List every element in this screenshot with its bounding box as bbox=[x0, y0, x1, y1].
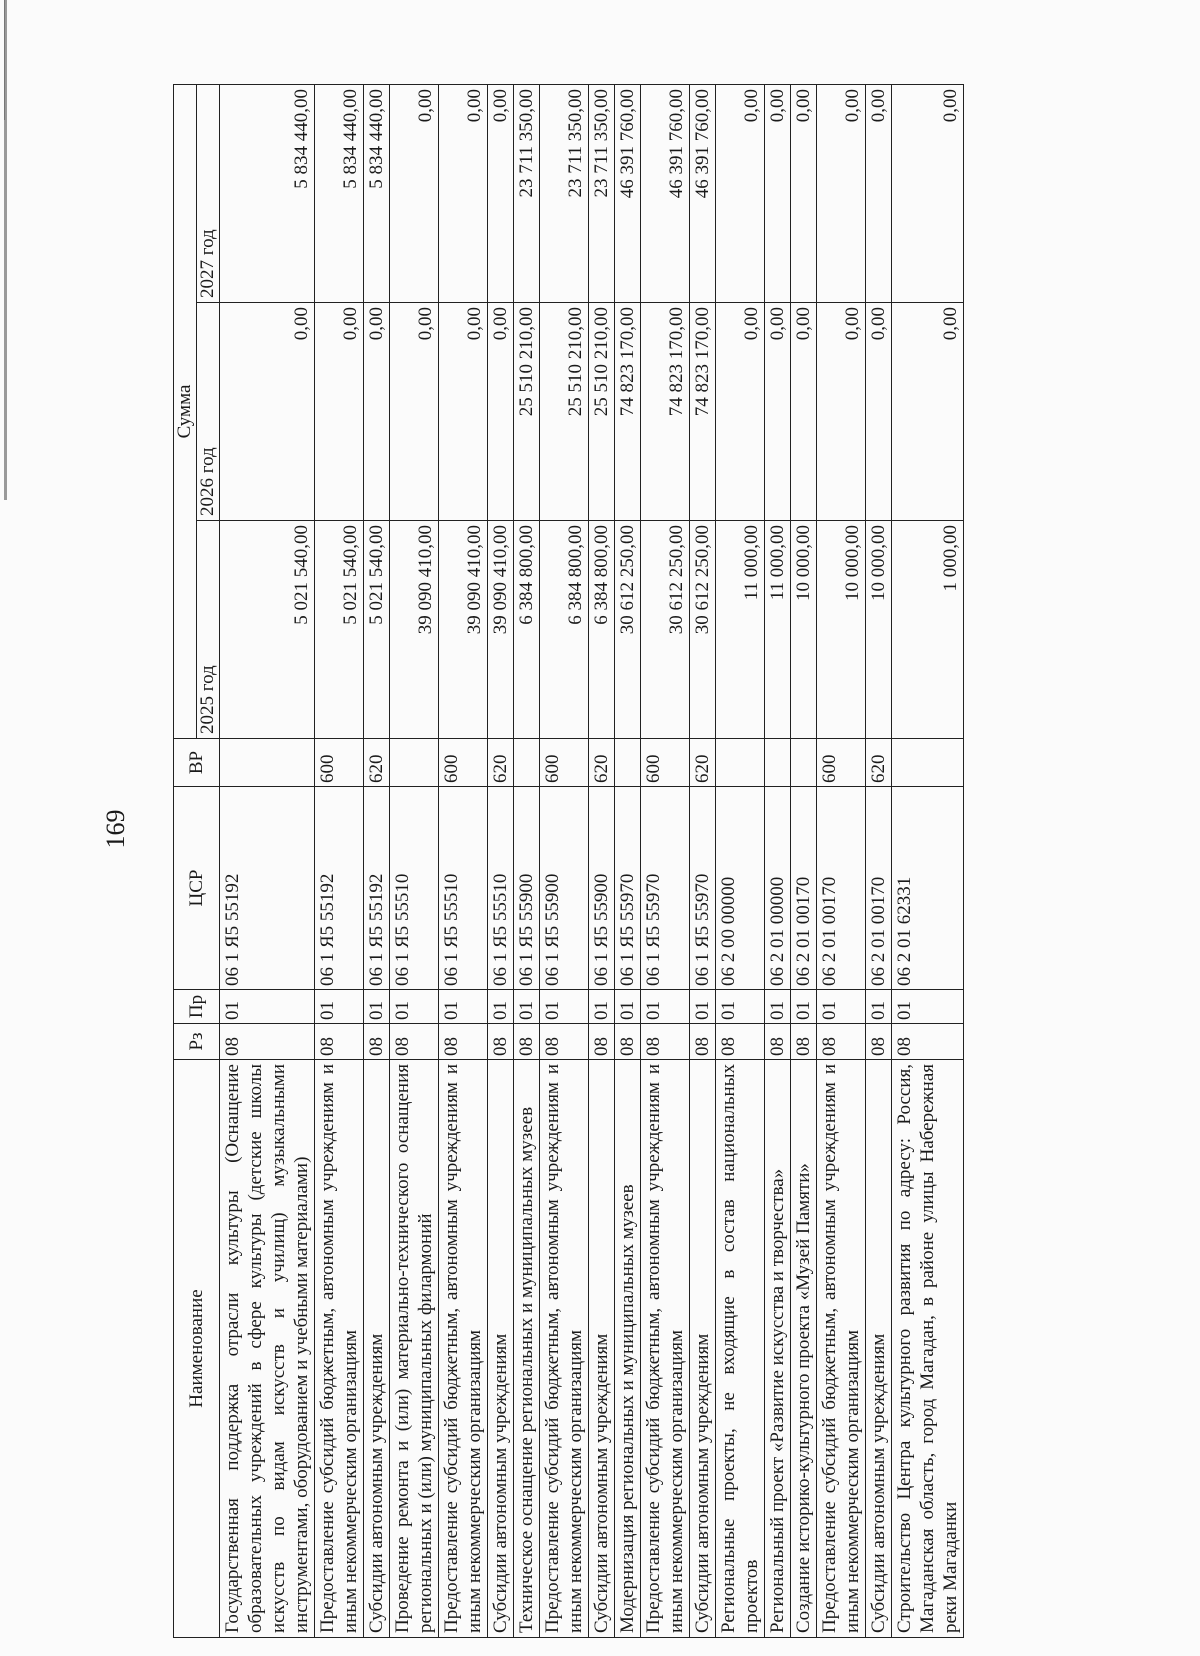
cell-pr: 01 bbox=[439, 990, 488, 1024]
cell-pr: 01 bbox=[514, 990, 540, 1024]
table-row bbox=[791, 85, 817, 1638]
cell-vr bbox=[615, 739, 641, 787]
cell-csr: 06 1 Я5 55900 bbox=[540, 787, 589, 990]
page-number: 169 bbox=[101, 809, 130, 849]
table-row bbox=[439, 85, 488, 1638]
cell-name: Субсидии автономным учреждениям bbox=[488, 1060, 514, 1638]
table-row bbox=[716, 85, 765, 1638]
cell-name: Предоставление субсидий бюджетным, автономным учреждениям и иным некоммерческим организациям bbox=[641, 1060, 690, 1638]
cell-pr: 01 bbox=[765, 990, 791, 1024]
cell-sum-2027: 0,00 bbox=[439, 85, 488, 303]
rotated-page-content bbox=[173, 85, 1073, 1638]
cell-sum-2026: 0,00 bbox=[892, 303, 964, 521]
cell-sum-2025: 6 384 800,00 bbox=[589, 521, 615, 739]
cell-sum-2027: 0,00 bbox=[791, 85, 817, 303]
cell-sum-2026: 0,00 bbox=[791, 303, 817, 521]
table-row bbox=[866, 85, 892, 1638]
cell-sum-2027: 46 391 760,00 bbox=[641, 85, 690, 303]
cell-vr: 620 bbox=[488, 739, 514, 787]
cell-vr: 620 bbox=[364, 739, 390, 787]
cell-sum-2025: 30 612 250,00 bbox=[641, 521, 690, 739]
header-pr: Пр bbox=[174, 990, 220, 1024]
cell-sum-2027: 0,00 bbox=[390, 85, 439, 303]
cell-name: Техническое оснащение региональных и муниципальных музеев bbox=[514, 1060, 540, 1638]
cell-sum-2025: 30 612 250,00 bbox=[615, 521, 641, 739]
cell-vr bbox=[892, 739, 964, 787]
cell-pr: 01 bbox=[641, 990, 690, 1024]
cell-sum-2027: 46 391 760,00 bbox=[690, 85, 716, 303]
cell-csr: 06 2 01 00170 bbox=[791, 787, 817, 990]
table-row bbox=[589, 85, 615, 1638]
cell-rz: 08 bbox=[364, 1024, 390, 1060]
cell-sum-2025: 10 000,00 bbox=[866, 521, 892, 739]
cell-rz: 08 bbox=[817, 1024, 866, 1060]
cell-name: Государственная поддержка отрасли культуры (Оснащение образовательных учреждений в сфере культуры (детские школы искусств по видам искусств и училищ) музыкальными инструментами, оборудованием и учебными материалами) bbox=[220, 1060, 315, 1638]
cell-rz: 08 bbox=[439, 1024, 488, 1060]
cell-name: Проведение ремонта и (или) материально-технического оснащения региональных и (или) муниципальных филармоний bbox=[390, 1060, 439, 1638]
cell-csr: 06 2 01 62331 bbox=[892, 787, 964, 990]
cell-sum-2027: 0,00 bbox=[892, 85, 964, 303]
header-vr: ВР bbox=[174, 739, 220, 787]
cell-name: Региональный проект «Развитие искусства и творчества» bbox=[765, 1060, 791, 1638]
header-2027: 2027 год bbox=[197, 85, 220, 303]
cell-sum-2026: 25 510 210,00 bbox=[540, 303, 589, 521]
cell-pr: 01 bbox=[892, 990, 964, 1024]
cell-rz: 08 bbox=[540, 1024, 589, 1060]
cell-sum-2026: 0,00 bbox=[439, 303, 488, 521]
cell-rz: 08 bbox=[690, 1024, 716, 1060]
cell-vr: 600 bbox=[540, 739, 589, 787]
cell-sum-2027: 23 711 350,00 bbox=[540, 85, 589, 303]
cell-rz: 08 bbox=[866, 1024, 892, 1060]
cell-pr: 01 bbox=[817, 990, 866, 1024]
cell-pr: 01 bbox=[690, 990, 716, 1024]
cell-sum-2027: 0,00 bbox=[716, 85, 765, 303]
cell-sum-2026: 0,00 bbox=[866, 303, 892, 521]
cell-rz: 08 bbox=[615, 1024, 641, 1060]
cell-pr: 01 bbox=[540, 990, 589, 1024]
header-sum: Сумма bbox=[174, 85, 197, 739]
cell-sum-2026: 0,00 bbox=[817, 303, 866, 521]
cell-sum-2025: 11 000,00 bbox=[716, 521, 765, 739]
cell-sum-2025: 5 021 540,00 bbox=[315, 521, 364, 739]
cell-rz: 08 bbox=[514, 1024, 540, 1060]
cell-csr: 06 1 Я5 55192 bbox=[315, 787, 364, 990]
cell-csr: 06 1 Я5 55970 bbox=[641, 787, 690, 990]
table-row bbox=[892, 85, 964, 1638]
cell-pr: 01 bbox=[390, 990, 439, 1024]
cell-sum-2025: 6 384 800,00 bbox=[514, 521, 540, 739]
cell-sum-2027: 0,00 bbox=[866, 85, 892, 303]
cell-sum-2027: 46 391 760,00 bbox=[615, 85, 641, 303]
cell-name: Субсидии автономным учреждениям bbox=[866, 1060, 892, 1638]
cell-csr: 06 2 01 00170 bbox=[817, 787, 866, 990]
cell-sum-2026: 25 510 210,00 bbox=[514, 303, 540, 521]
cell-sum-2025: 11 000,00 bbox=[765, 521, 791, 739]
cell-sum-2026: 0,00 bbox=[220, 303, 315, 521]
cell-vr bbox=[791, 739, 817, 787]
cell-pr: 01 bbox=[488, 990, 514, 1024]
table-row bbox=[364, 85, 390, 1638]
table-row bbox=[390, 85, 439, 1638]
cell-vr: 600 bbox=[315, 739, 364, 787]
table-row bbox=[817, 85, 866, 1638]
cell-csr: 06 1 Я5 55900 bbox=[589, 787, 615, 990]
cell-sum-2026: 0,00 bbox=[488, 303, 514, 521]
cell-vr: 600 bbox=[641, 739, 690, 787]
cell-sum-2025: 39 090 410,00 bbox=[488, 521, 514, 739]
cell-sum-2026: 74 823 170,00 bbox=[690, 303, 716, 521]
cell-sum-2025: 6 384 800,00 bbox=[540, 521, 589, 739]
cell-sum-2026: 74 823 170,00 bbox=[641, 303, 690, 521]
cell-vr: 620 bbox=[589, 739, 615, 787]
cell-vr bbox=[220, 739, 315, 787]
cell-name: Строительство Центра культурного развития по адресу: Россия, Магаданская область, город Магадан, в районе улицы Набережная реки Магаданки bbox=[892, 1060, 964, 1638]
cell-sum-2027: 23 711 350,00 bbox=[589, 85, 615, 303]
table-row bbox=[690, 85, 716, 1638]
cell-rz: 08 bbox=[765, 1024, 791, 1060]
cell-pr: 01 bbox=[791, 990, 817, 1024]
cell-sum-2026: 74 823 170,00 bbox=[615, 303, 641, 521]
cell-csr: 06 1 Я5 55510 bbox=[439, 787, 488, 990]
cell-csr: 06 1 Я5 55970 bbox=[615, 787, 641, 990]
table-row bbox=[540, 85, 589, 1638]
cell-sum-2026: 0,00 bbox=[765, 303, 791, 521]
cell-rz: 08 bbox=[315, 1024, 364, 1060]
header-2026: 2026 год bbox=[197, 303, 220, 521]
cell-sum-2025: 10 000,00 bbox=[791, 521, 817, 739]
cell-csr: 06 1 Я5 55510 bbox=[488, 787, 514, 990]
table-row bbox=[641, 85, 690, 1638]
cell-sum-2027: 23 711 350,00 bbox=[514, 85, 540, 303]
cell-sum-2025: 39 090 410,00 bbox=[390, 521, 439, 739]
cell-name: Субсидии автономным учреждениям bbox=[690, 1060, 716, 1638]
cell-vr: 620 bbox=[866, 739, 892, 787]
cell-csr: 06 2 00 00000 bbox=[716, 787, 765, 990]
cell-pr: 01 bbox=[220, 990, 315, 1024]
scan-edge-mark-dark bbox=[4, 0, 5, 120]
cell-vr bbox=[765, 739, 791, 787]
cell-sum-2025: 30 612 250,00 bbox=[690, 521, 716, 739]
cell-csr: 06 1 Я5 55900 bbox=[514, 787, 540, 990]
cell-pr: 01 bbox=[615, 990, 641, 1024]
table-header bbox=[174, 85, 220, 1638]
cell-csr: 06 1 Я5 55510 bbox=[390, 787, 439, 990]
table-row bbox=[615, 85, 641, 1638]
cell-name: Модернизация региональных и муниципальных музеев bbox=[615, 1060, 641, 1638]
cell-rz: 08 bbox=[488, 1024, 514, 1060]
table-row bbox=[220, 85, 315, 1638]
table-row bbox=[514, 85, 540, 1638]
cell-sum-2026: 25 510 210,00 bbox=[589, 303, 615, 521]
cell-name: Предоставление субсидий бюджетным, автономным учреждениям и иным некоммерческим организациям bbox=[817, 1060, 866, 1638]
cell-vr bbox=[514, 739, 540, 787]
cell-pr: 01 bbox=[716, 990, 765, 1024]
cell-name: Предоставление субсидий бюджетным, автономным учреждениям и иным некоммерческим организациям bbox=[540, 1060, 589, 1638]
cell-pr: 01 bbox=[866, 990, 892, 1024]
cell-sum-2027: 0,00 bbox=[765, 85, 791, 303]
cell-rz: 08 bbox=[589, 1024, 615, 1060]
cell-vr bbox=[390, 739, 439, 787]
cell-rz: 08 bbox=[390, 1024, 439, 1060]
cell-sum-2026: 0,00 bbox=[390, 303, 439, 521]
table-row bbox=[765, 85, 791, 1638]
cell-vr bbox=[716, 739, 765, 787]
cell-sum-2025: 5 021 540,00 bbox=[220, 521, 315, 739]
cell-pr: 01 bbox=[364, 990, 390, 1024]
cell-pr: 01 bbox=[315, 990, 364, 1024]
header-rz: Рз bbox=[174, 1024, 220, 1060]
cell-rz: 08 bbox=[220, 1024, 315, 1060]
cell-sum-2027: 5 834 440,00 bbox=[315, 85, 364, 303]
header-csr: ЦСР bbox=[174, 787, 220, 990]
cell-rz: 08 bbox=[892, 1024, 964, 1060]
cell-sum-2027: 5 834 440,00 bbox=[220, 85, 315, 303]
cell-name: Создание историко-культурного проекта «Музей Памяти» bbox=[791, 1060, 817, 1638]
budget-table bbox=[173, 84, 964, 1638]
cell-sum-2025: 10 000,00 bbox=[817, 521, 866, 739]
cell-csr: 06 1 Я5 55192 bbox=[220, 787, 315, 990]
cell-sum-2025: 39 090 410,00 bbox=[439, 521, 488, 739]
cell-name: Предоставление субсидий бюджетным, автономным учреждениям и иным некоммерческим организациям bbox=[439, 1060, 488, 1638]
header-2025: 2025 год bbox=[197, 521, 220, 739]
cell-rz: 08 bbox=[791, 1024, 817, 1060]
cell-csr: 06 1 Я5 55192 bbox=[364, 787, 390, 990]
cell-rz: 08 bbox=[641, 1024, 690, 1060]
table-body bbox=[220, 85, 964, 1638]
cell-sum-2027: 5 834 440,00 bbox=[364, 85, 390, 303]
table-row bbox=[488, 85, 514, 1638]
cell-sum-2026: 0,00 bbox=[716, 303, 765, 521]
cell-csr: 06 2 01 00170 bbox=[866, 787, 892, 990]
cell-sum-2025: 5 021 540,00 bbox=[364, 521, 390, 739]
cell-name: Субсидии автономным учреждениям bbox=[364, 1060, 390, 1638]
cell-csr: 06 1 Я5 55970 bbox=[690, 787, 716, 990]
cell-name: Региональные проекты, не входящие в состав национальных проектов bbox=[716, 1060, 765, 1638]
cell-sum-2026: 0,00 bbox=[364, 303, 390, 521]
cell-vr: 620 bbox=[690, 739, 716, 787]
cell-pr: 01 bbox=[589, 990, 615, 1024]
table-row bbox=[315, 85, 364, 1638]
cell-rz: 08 bbox=[716, 1024, 765, 1060]
cell-vr: 600 bbox=[439, 739, 488, 787]
cell-sum-2027: 0,00 bbox=[488, 85, 514, 303]
cell-csr: 06 2 01 00000 bbox=[765, 787, 791, 990]
header-name: Наименование bbox=[174, 1060, 220, 1638]
cell-sum-2027: 0,00 bbox=[817, 85, 866, 303]
cell-name: Субсидии автономным учреждениям bbox=[589, 1060, 615, 1638]
cell-vr: 600 bbox=[817, 739, 866, 787]
cell-sum-2026: 0,00 bbox=[315, 303, 364, 521]
cell-name: Предоставление субсидий бюджетным, автономным учреждениям и иным некоммерческим организациям bbox=[315, 1060, 364, 1638]
cell-sum-2025: 1 000,00 bbox=[892, 521, 964, 739]
